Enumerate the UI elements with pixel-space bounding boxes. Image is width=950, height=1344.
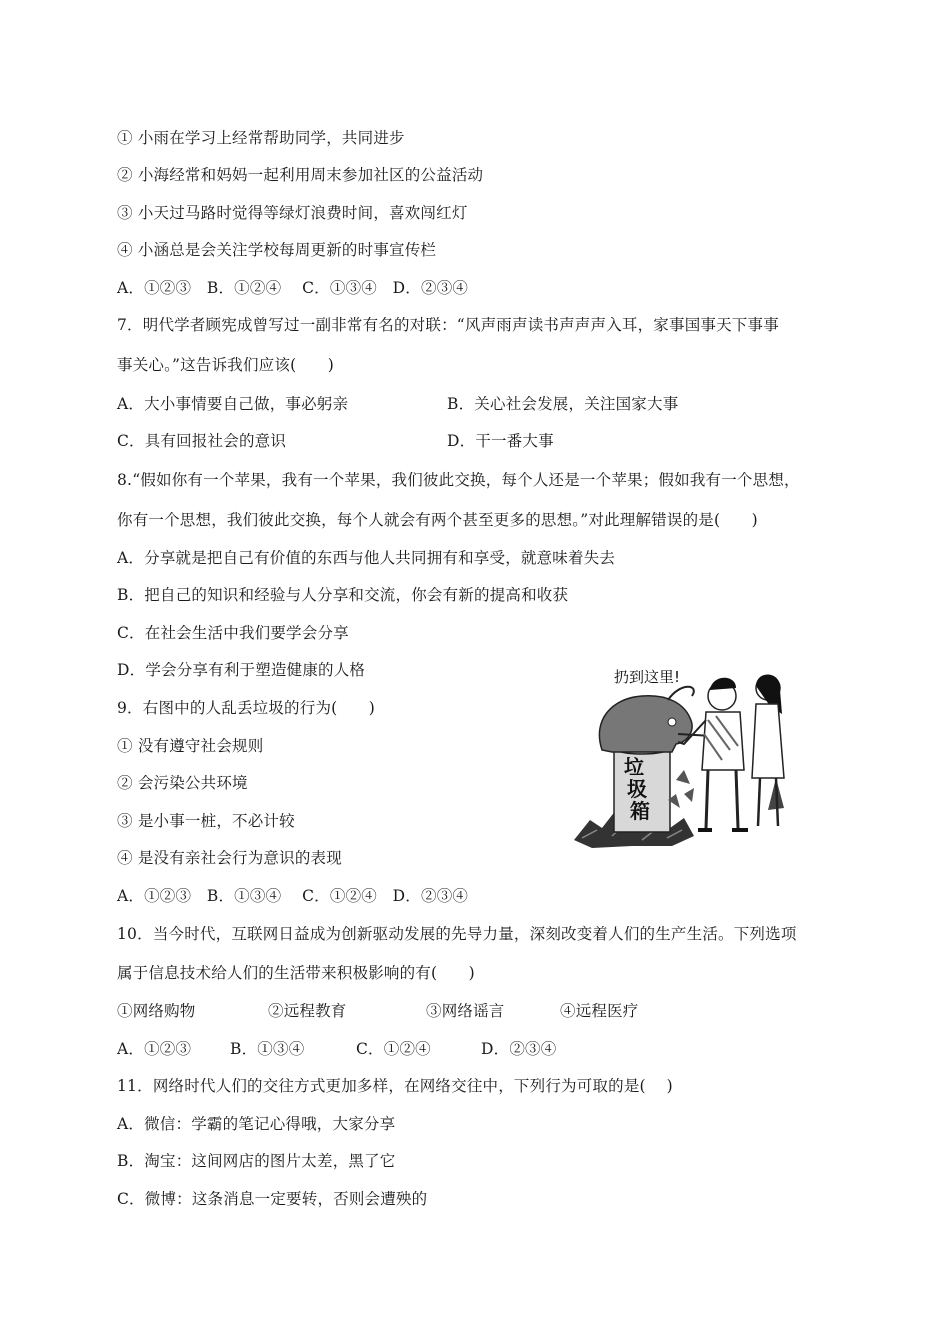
q6-options: A．①②③ B．①②④ C．①③④ D．②③④	[117, 279, 469, 297]
bin-label-char-3: 箱	[630, 799, 650, 823]
q7-stem-line1: 7．明代学者顾宪成曾写过一副非常有名的对联：“风声雨声读书声声声入耳，家事国事天下事事	[117, 316, 779, 334]
woman-body	[752, 704, 784, 778]
q6-item-3: ③ 小天过马路时觉得等绿灯浪费时间，喜欢闯红灯	[117, 204, 468, 222]
q10-option-c: C．①②④	[356, 1040, 431, 1058]
q11-option-a: A．微信：学霸的笔记心得哦，大家分享	[117, 1115, 396, 1133]
q9-item-3: ③ 是小事一桩，不必计较	[117, 812, 295, 830]
q9-item-2: ② 会污染公共环境	[117, 774, 248, 792]
q8-option-a: A．分享就是把自己有价值的东西与他人共同拥有和享受，就意味着失去	[117, 549, 616, 567]
q10-item-1: ①网络购物	[117, 1002, 196, 1020]
q7-stem-line2: 事关心。”这告诉我们应该( )	[117, 356, 334, 374]
q10-stem-line1: 10．当今时代，互联网日益成为创新驱动发展的先导力量，深刻改变着人们的生产生活。下列选项	[117, 925, 797, 943]
speech-text: 扔到这里!	[614, 668, 681, 686]
q8-option-b: B．把自己的知识和经验与人分享和交流，你会有新的提高和收获	[117, 586, 569, 604]
q6-item-4: ④ 小涵总是会关注学校每周更新的时事宣传栏	[117, 241, 437, 259]
creature-eye	[668, 718, 676, 726]
q11-stem: 11．网络时代人们的交往方式更加多样，在网络交往中，下列行为可取的是( )	[117, 1077, 673, 1095]
q8-stem-line2: 你有一个思想，我们彼此交换，每个人就会有两个甚至更多的思想。”对此理解错误的是( )	[117, 511, 758, 529]
bin-label-char-2: 圾	[627, 777, 647, 801]
creature-tail	[668, 687, 694, 700]
q10-option-d: D．②③④	[481, 1040, 557, 1058]
flying-litter	[668, 770, 694, 808]
q10-item-4: ④远程医疗	[560, 1002, 639, 1020]
q9-stem: 9．右图中的人乱丢垃圾的行为( )	[117, 699, 376, 717]
q8-stem-line1: 8.“假如你有一个苹果，我有一个苹果，我们彼此交换，每个人还是一个苹果；假如我有一个思想，	[117, 471, 800, 489]
q10-item-3: ③网络谣言	[426, 1002, 505, 1020]
q11-option-c: C．微博：这条消息一定要转，否则会遭殃的	[117, 1190, 428, 1208]
q7-option-c: C．具有回报社会的意识	[117, 432, 287, 450]
q10-item-2: ②远程教育	[268, 1002, 347, 1020]
q9-options: A．①②③ B．①③④ C．①②④ D．②③④	[117, 887, 469, 905]
q7-option-d: D．干一番大事	[447, 432, 554, 450]
q10-stem-line2: 属于信息技术给人们的生活带来积极影响的有( )	[117, 964, 475, 982]
q10-option-b: B．①③④	[230, 1040, 305, 1058]
littering-cartoon-image	[572, 660, 802, 850]
q9-item-4: ④ 是没有亲社会行为意识的表现	[117, 849, 342, 867]
q6-item-1: ① 小雨在学习上经常帮助同学，共同进步	[117, 129, 405, 147]
man-legs	[706, 770, 738, 828]
q8-option-c: C．在社会生活中我们要学会分享	[117, 624, 349, 642]
q10-option-a: A．①②③	[117, 1040, 192, 1058]
q9-item-1: ① 没有遵守社会规则	[117, 737, 264, 755]
q6-item-2: ② 小海经常和妈妈一起利用周末参加社区的公益活动	[117, 166, 484, 184]
q11-option-b: B．淘宝：这间网店的图片太差，黑了它	[117, 1152, 396, 1170]
q8-option-d: D．学会分享有利于塑造健康的人格	[117, 661, 366, 679]
q7-option-a: A．大小事情要自己做，事必躬亲	[117, 395, 349, 413]
bin-creature	[599, 696, 692, 752]
q7-option-b: B．关心社会发展，关注国家大事	[447, 395, 679, 413]
man-hair	[710, 678, 736, 690]
bin-label-char-1: 垃	[624, 755, 644, 779]
